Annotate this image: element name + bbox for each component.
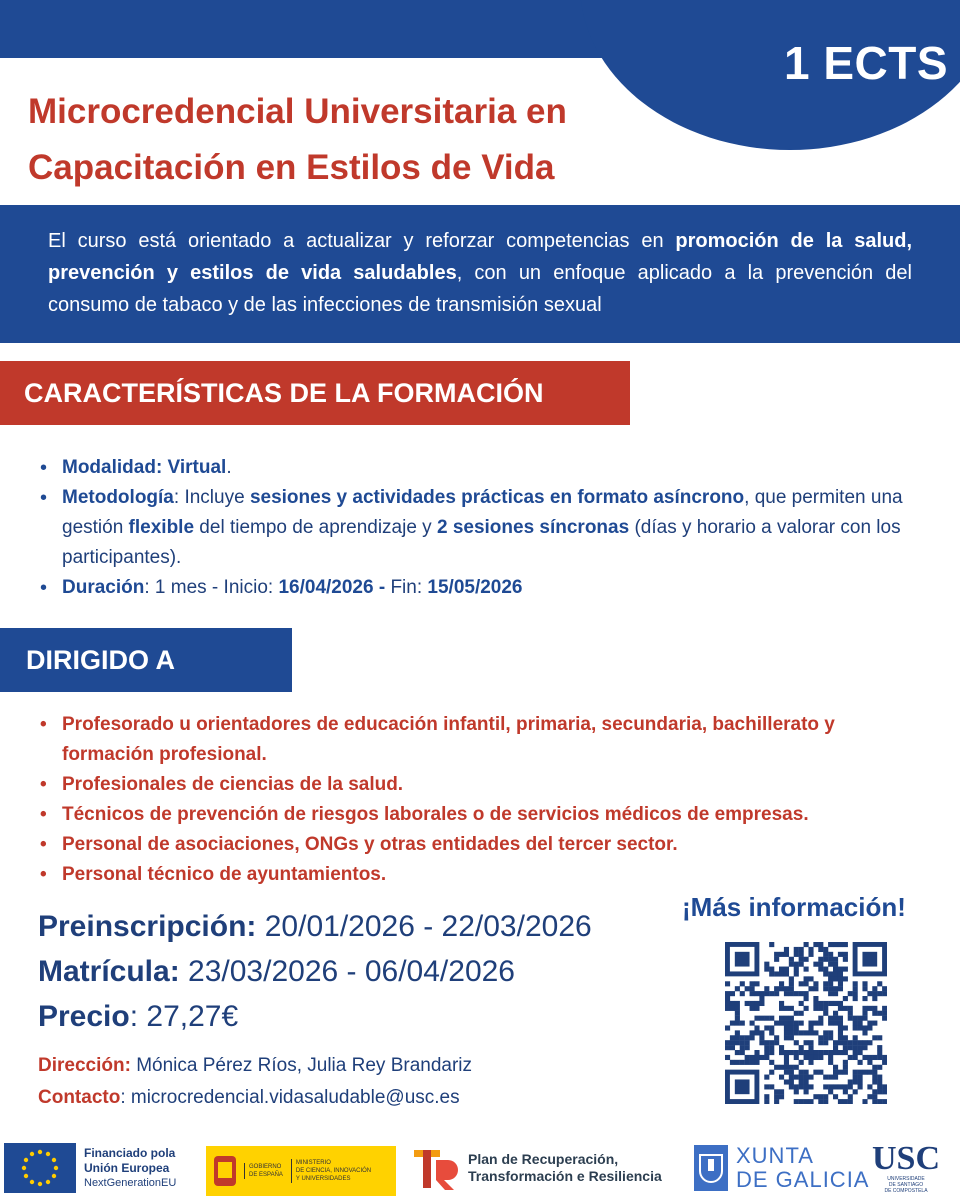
duracion-text-2: Fin:	[385, 577, 428, 598]
ministry-logo	[206, 1146, 396, 1196]
usc-text: USC	[872, 1140, 941, 1177]
eu-text-3: NextGenerationEU	[84, 1176, 177, 1189]
metodologia-text-4: (días y horario a valorar con los participantes).	[62, 517, 901, 568]
intro-panel	[0, 205, 960, 343]
contacto-label: Contacto	[38, 1087, 121, 1108]
contact-email-link[interactable]: : microcredencial.vidasaludable@usc.es	[120, 1087, 460, 1108]
list-item: • Personal de asociaciones, ONGs y otras entidades del tercer sector.	[38, 830, 928, 860]
intro-bold: promoción de la salud, prevención y estilos de vida saludables	[48, 230, 912, 284]
features-list	[38, 453, 928, 603]
feature-modalidad	[38, 453, 928, 483]
xunta-logo	[694, 1140, 869, 1196]
usc-logo	[872, 1140, 940, 1196]
gob-text-1: GOBIERNO	[249, 1164, 282, 1170]
dates-block	[38, 904, 592, 1039]
feature-metodologia	[38, 483, 928, 573]
xunta-text-1: XUNTA	[736, 1143, 814, 1168]
usc-sub-2: DE SANTIAGO	[888, 1182, 924, 1188]
modalidad-end: .	[226, 457, 232, 478]
precio-value: : 27,27€	[129, 1000, 239, 1033]
list-item: • Profesionales de ciencias de la salud.	[38, 770, 928, 800]
eu-logo	[4, 1140, 176, 1196]
target-heading: DIRIGIDO A	[0, 628, 292, 692]
modalidad-label: Modalidad: Virtual	[62, 457, 227, 478]
preinscripcion-value: 20/01/2026 - 22/03/2026	[256, 910, 592, 943]
usc-sub-1: UNIVERSIDADE	[887, 1176, 925, 1182]
matricula-label: Matrícula:	[38, 955, 180, 988]
preinscripcion-label: Preinscripción:	[38, 910, 257, 943]
gob-text-2: DE ESPAÑA	[249, 1172, 283, 1178]
usc-sub-3: DE COMPOSTELA	[884, 1188, 928, 1194]
list-item: • Profesorado u orientadores de educación infantil, primaria, secundaria, bachillerato y formación profesional.	[38, 710, 928, 770]
duracion-label: Duración	[62, 577, 145, 598]
metodologia-label: Metodología	[62, 487, 174, 508]
metodologia-text-1: : Incluye	[173, 487, 250, 508]
duracion-fin: 15/05/2026	[427, 577, 523, 598]
title-line-2: Capacitación en Estilos de Vida	[28, 148, 555, 187]
ects-badge-text: 1 ECTS	[783, 37, 948, 89]
metodologia-bold-1: sesiones y actividades prácticas en formato asíncrono	[249, 487, 745, 508]
min-text-3: Y UNIVERSIDADES	[295, 1176, 351, 1182]
eu-text-1: Financiado pola	[84, 1145, 176, 1160]
tr-logo-icon	[412, 1144, 462, 1192]
eu-flag-icon	[4, 1143, 76, 1193]
matricula-row	[38, 949, 592, 994]
contacto-row[interactable]	[38, 1082, 472, 1114]
metodologia-text-3: del tiempo de aprendizaje y	[194, 517, 437, 538]
direccion-row	[38, 1050, 472, 1082]
qr-code-icon	[725, 942, 887, 1104]
xunta-text-2: DE GALICIA	[736, 1167, 870, 1192]
metodologia-text-2: , que permiten una gestión	[62, 487, 903, 538]
title-line-1: Microcredencial Universitaria en	[28, 92, 567, 131]
qr-code[interactable]	[725, 942, 887, 1104]
duracion-text-1: : 1 mes - Inicio:	[144, 577, 279, 598]
precio-row	[38, 994, 592, 1039]
direccion-value: Mónica Pérez Ríos, Julia Rey Brandariz	[130, 1055, 473, 1076]
metodologia-bold-2: flexible	[128, 517, 195, 538]
xunta-shield-icon	[694, 1145, 728, 1191]
duracion-inicio: 16/04/2026 -	[278, 577, 386, 598]
preinscripcion-row	[38, 904, 592, 949]
intro-text-2: , con un enfoque aplicado a la prevención del consumo de tabaco y de las infecciones de transmisión sexual	[48, 262, 913, 316]
target-list	[38, 710, 928, 890]
precio-label: Precio	[38, 1000, 130, 1033]
intro-text-1: El curso está orientado a actualizar y reforzar competencias en	[48, 230, 676, 252]
min-text-1: MINISTERIO	[295, 1160, 331, 1166]
plan-text-2: Transformación e Resiliencia	[468, 1168, 662, 1184]
contact-block	[38, 1050, 472, 1114]
matricula-value: 23/03/2026 - 06/04/2026	[179, 955, 515, 988]
min-text-2: DE CIENCIA, INNOVACIÓN	[295, 1168, 372, 1174]
direccion-label: Dirección:	[38, 1055, 131, 1076]
list-item: • Técnicos de prevención de riesgos laborales o de servicios médicos de empresas.	[38, 800, 928, 830]
plan-text-1: Plan de Recuperación,	[468, 1151, 619, 1167]
metodologia-bold-3: 2 sesiones síncronas	[436, 517, 630, 538]
feature-duracion	[38, 573, 928, 603]
sponsor-logos	[0, 1140, 960, 1200]
list-item: • Personal técnico de ayuntamientos.	[38, 860, 928, 890]
spain-coat-of-arms-icon	[212, 1154, 238, 1188]
more-info-label: ¡Más información!	[682, 892, 906, 922]
features-heading: CARACTERÍSTICAS DE LA FORMACIÓN	[0, 361, 630, 425]
eu-text-2: Unión Europea	[84, 1160, 170, 1175]
recovery-plan-logo	[412, 1140, 662, 1196]
